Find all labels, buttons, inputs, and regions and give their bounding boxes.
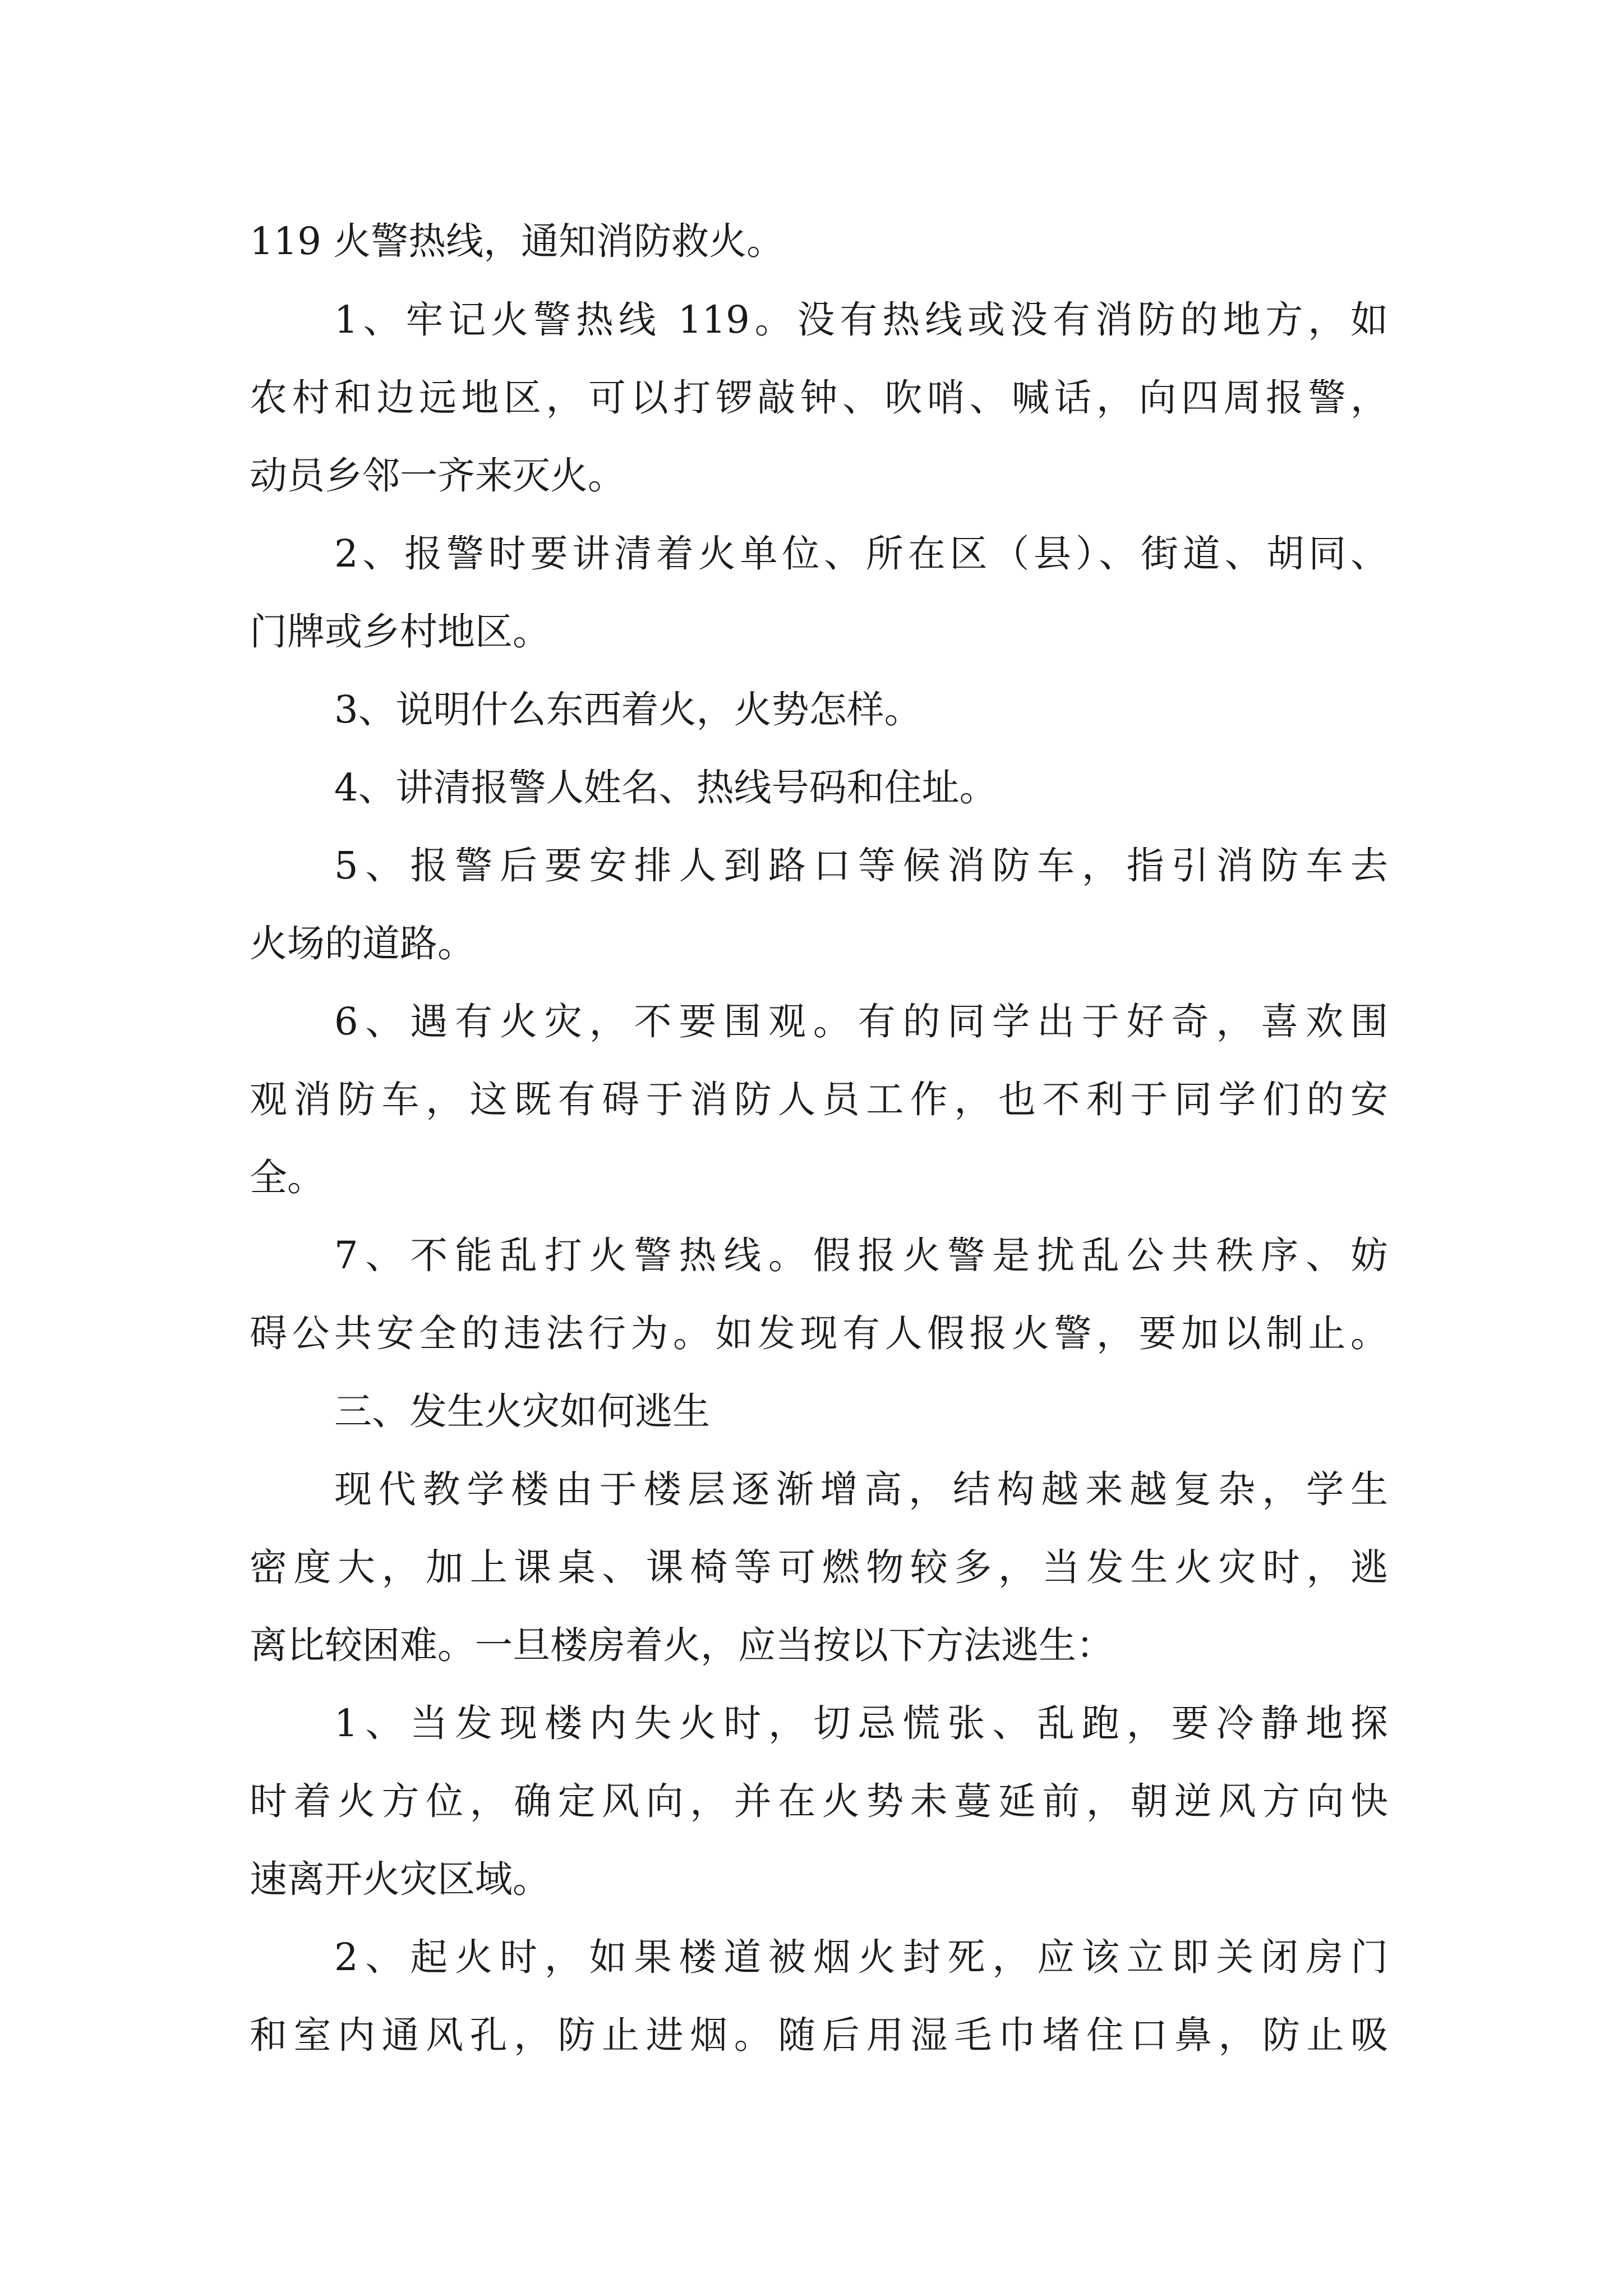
text-line: 全。 [250,1156,325,1199]
paragraph-line: 现代教学楼由于楼层逐渐增高，结构越来越复杂，学生 [334,1467,1388,1511]
text-line: 离比较困难。一旦楼房着火，应当按以下方法逃生： [250,1623,1114,1667]
text-line: 门牌或乡村地区。 [250,610,550,654]
text-line: 观消防车，这既有碍于消防人员工作，也不利于同学们的安 [250,1078,1388,1121]
text-line: 密度大，加上课桌、课椅等可燃物较多，当发生火灾时，逃 [250,1545,1388,1589]
text-line: 和室内通风孔，防止进烟。随后用湿毛巾堵住口鼻，防止吸 [250,2013,1388,2057]
list-item-1-line: 1、当发现楼内失火时，切忌慌张、乱跑，要冷静地探 [334,1701,1388,1745]
text-line: 速离开火灾区域。 [250,1857,550,1901]
list-item-4-line: 4、讲清报警人姓名、热线号码和住址。 [334,766,997,809]
text-line: 火场的道路。 [250,922,475,965]
list-item-6-line: 6、遇有火灾，不要围观。有的同学出于好奇，喜欢围 [334,1000,1388,1043]
text-line: 动员乡邻一齐来灭火。 [250,454,625,498]
text-line: 碍公共安全的违法行为。如发现有人假报火警，要加以制止。 [250,1312,1388,1355]
list-item-2-line: 2、起火时，如果楼道被烟火封死，应该立即关闭房门 [334,1935,1388,1979]
list-item-3-line: 3、说明什么东西着火，火势怎样。 [334,688,922,731]
text-line: 时着火方位，确定风向，并在火势未蔓延前，朝逆风方向快 [250,1779,1388,1823]
text-line: 农村和边远地区，可以打锣敲钟、吹哨、喊话，向四周报警， [250,376,1388,420]
text-line: 119 火警热线，通知消防救火。 [250,219,785,263]
section-heading: 三、发生火灾如何逃生 [334,1389,710,1433]
list-item-7-line: 7、不能乱打火警热线。假报火警是扰乱公共秩序、妨 [334,1234,1388,1277]
list-item-5-line: 5、报警后要安排人到路口等候消防车，指引消防车去 [334,844,1388,887]
list-item-1-line: 1、牢记火警热线 119。没有热线或没有消防的地方，如 [334,298,1388,342]
list-item-2-line: 2、报警时要讲清着火单位、所在区（县）、街道、胡同、 [334,532,1388,576]
